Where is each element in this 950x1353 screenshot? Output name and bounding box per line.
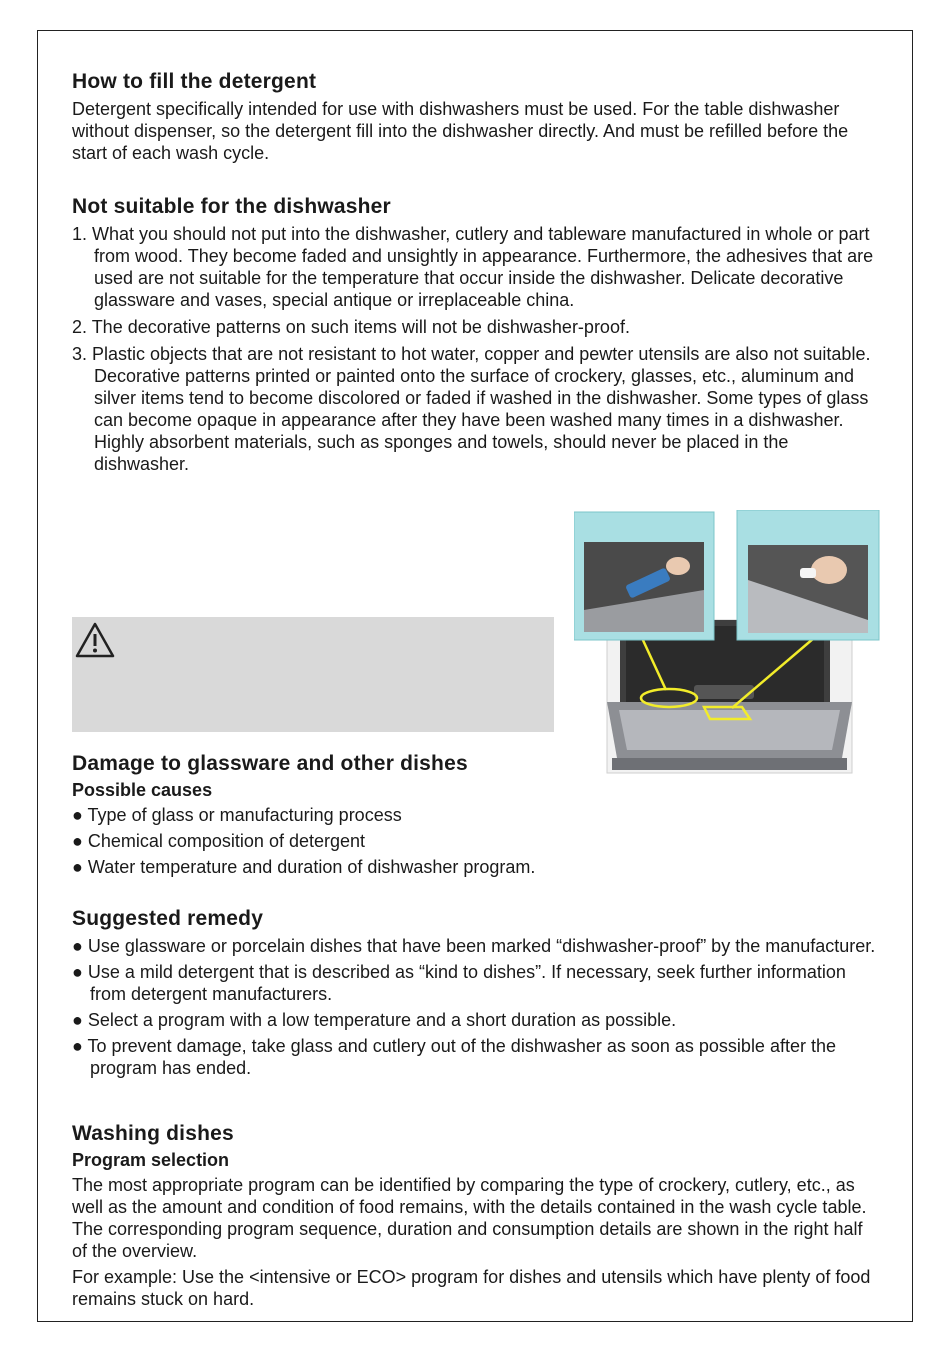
warning-triangle-icon xyxy=(74,621,116,659)
damage-list xyxy=(72,804,882,878)
list-item: ● Type of glass or manufacturing process xyxy=(72,805,402,825)
remedy-section xyxy=(72,907,882,1083)
warning-box xyxy=(72,617,554,732)
not-suitable-section xyxy=(72,195,882,480)
washing-heading: Washing dishes xyxy=(72,1122,234,1145)
remedy-list xyxy=(72,935,882,1079)
list-item: ● Select a program with a low temperature and a short duration as possible. xyxy=(72,1010,677,1030)
list-item: ● Use glassware or porcelain dishes that have been marked “dishwasher-proof” by the manufacturer. xyxy=(72,936,876,956)
detergent-section xyxy=(72,70,882,164)
washing-paragraph-1: The most appropriate program can be identified by comparing the type of crockery, cutlery, etc., as well as the amount and condition of food remains, with the details contained in the wash cycle table. The corresponding program sequence, duration and consumption details are shown in the right half of the overview. xyxy=(72,1175,867,1261)
remedy-heading: Suggested remedy xyxy=(72,907,264,930)
damage-heading: Damage to glassware and other dishes xyxy=(72,752,468,775)
detergent-fill-illustration xyxy=(574,510,880,775)
washing-subheading: Program selection xyxy=(72,1150,230,1170)
not-suitable-list xyxy=(72,223,882,475)
list-item: 2. The decorative patterns on such items will not be dishwasher-proof. xyxy=(72,317,630,337)
detergent-text: Detergent specifically intended for use with dishwashers must be used. For the table dishwasher without dispenser, so the detergent fill into the dishwasher directly. And must be refilled before the start of each wash cycle. xyxy=(72,99,849,163)
washing-paragraph-2: For example: Use the <intensive or ECO> program for dishes and utensils which have plenty of food remains stuck on hard. xyxy=(72,1267,871,1309)
list-item: 1. What you should not put into the dishwasher, cutlery and tableware manufactured in whole or part from wood. They become faded and unsightly in appearance. Furthermore, the adhesives that are used are not suitable for the temperature that occur inside the dishwasher. Delicate decorative glassware and vases, special antique or irreplaceable china. xyxy=(72,224,874,310)
list-item: ● Chemical composition of detergent xyxy=(72,831,366,851)
washing-section xyxy=(72,1122,882,1310)
list-item: ● Water temperature and duration of dishwasher program. xyxy=(72,857,536,877)
damage-section xyxy=(72,752,882,882)
detergent-heading: How to fill the detergent xyxy=(72,70,317,93)
not-suitable-heading: Not suitable for the dishwasher xyxy=(72,195,391,218)
list-item: ● Use a mild detergent that is described as “kind to dishes”. If necessary, seek further information from detergent manufacturers. xyxy=(72,962,846,1004)
list-item: 3. Plastic objects that are not resistant to hot water, copper and pewter utensils are also not suitable. Decorative patterns printed or painted onto the surface of crockery, glasses, etc., aluminum and silver items tend to become discolored or faded if washed in the dishwasher. Some types of glass can become opaque in appearance after they have been washed many times in a dishwasher. Highly absorbent materials, such as sponges and towels, should never be placed in the dishwasher. xyxy=(72,344,871,474)
list-item: ● To prevent damage, take glass and cutlery out of the dishwasher as soon as possible after the program has ended. xyxy=(72,1036,836,1078)
damage-subheading: Possible causes xyxy=(72,780,213,800)
